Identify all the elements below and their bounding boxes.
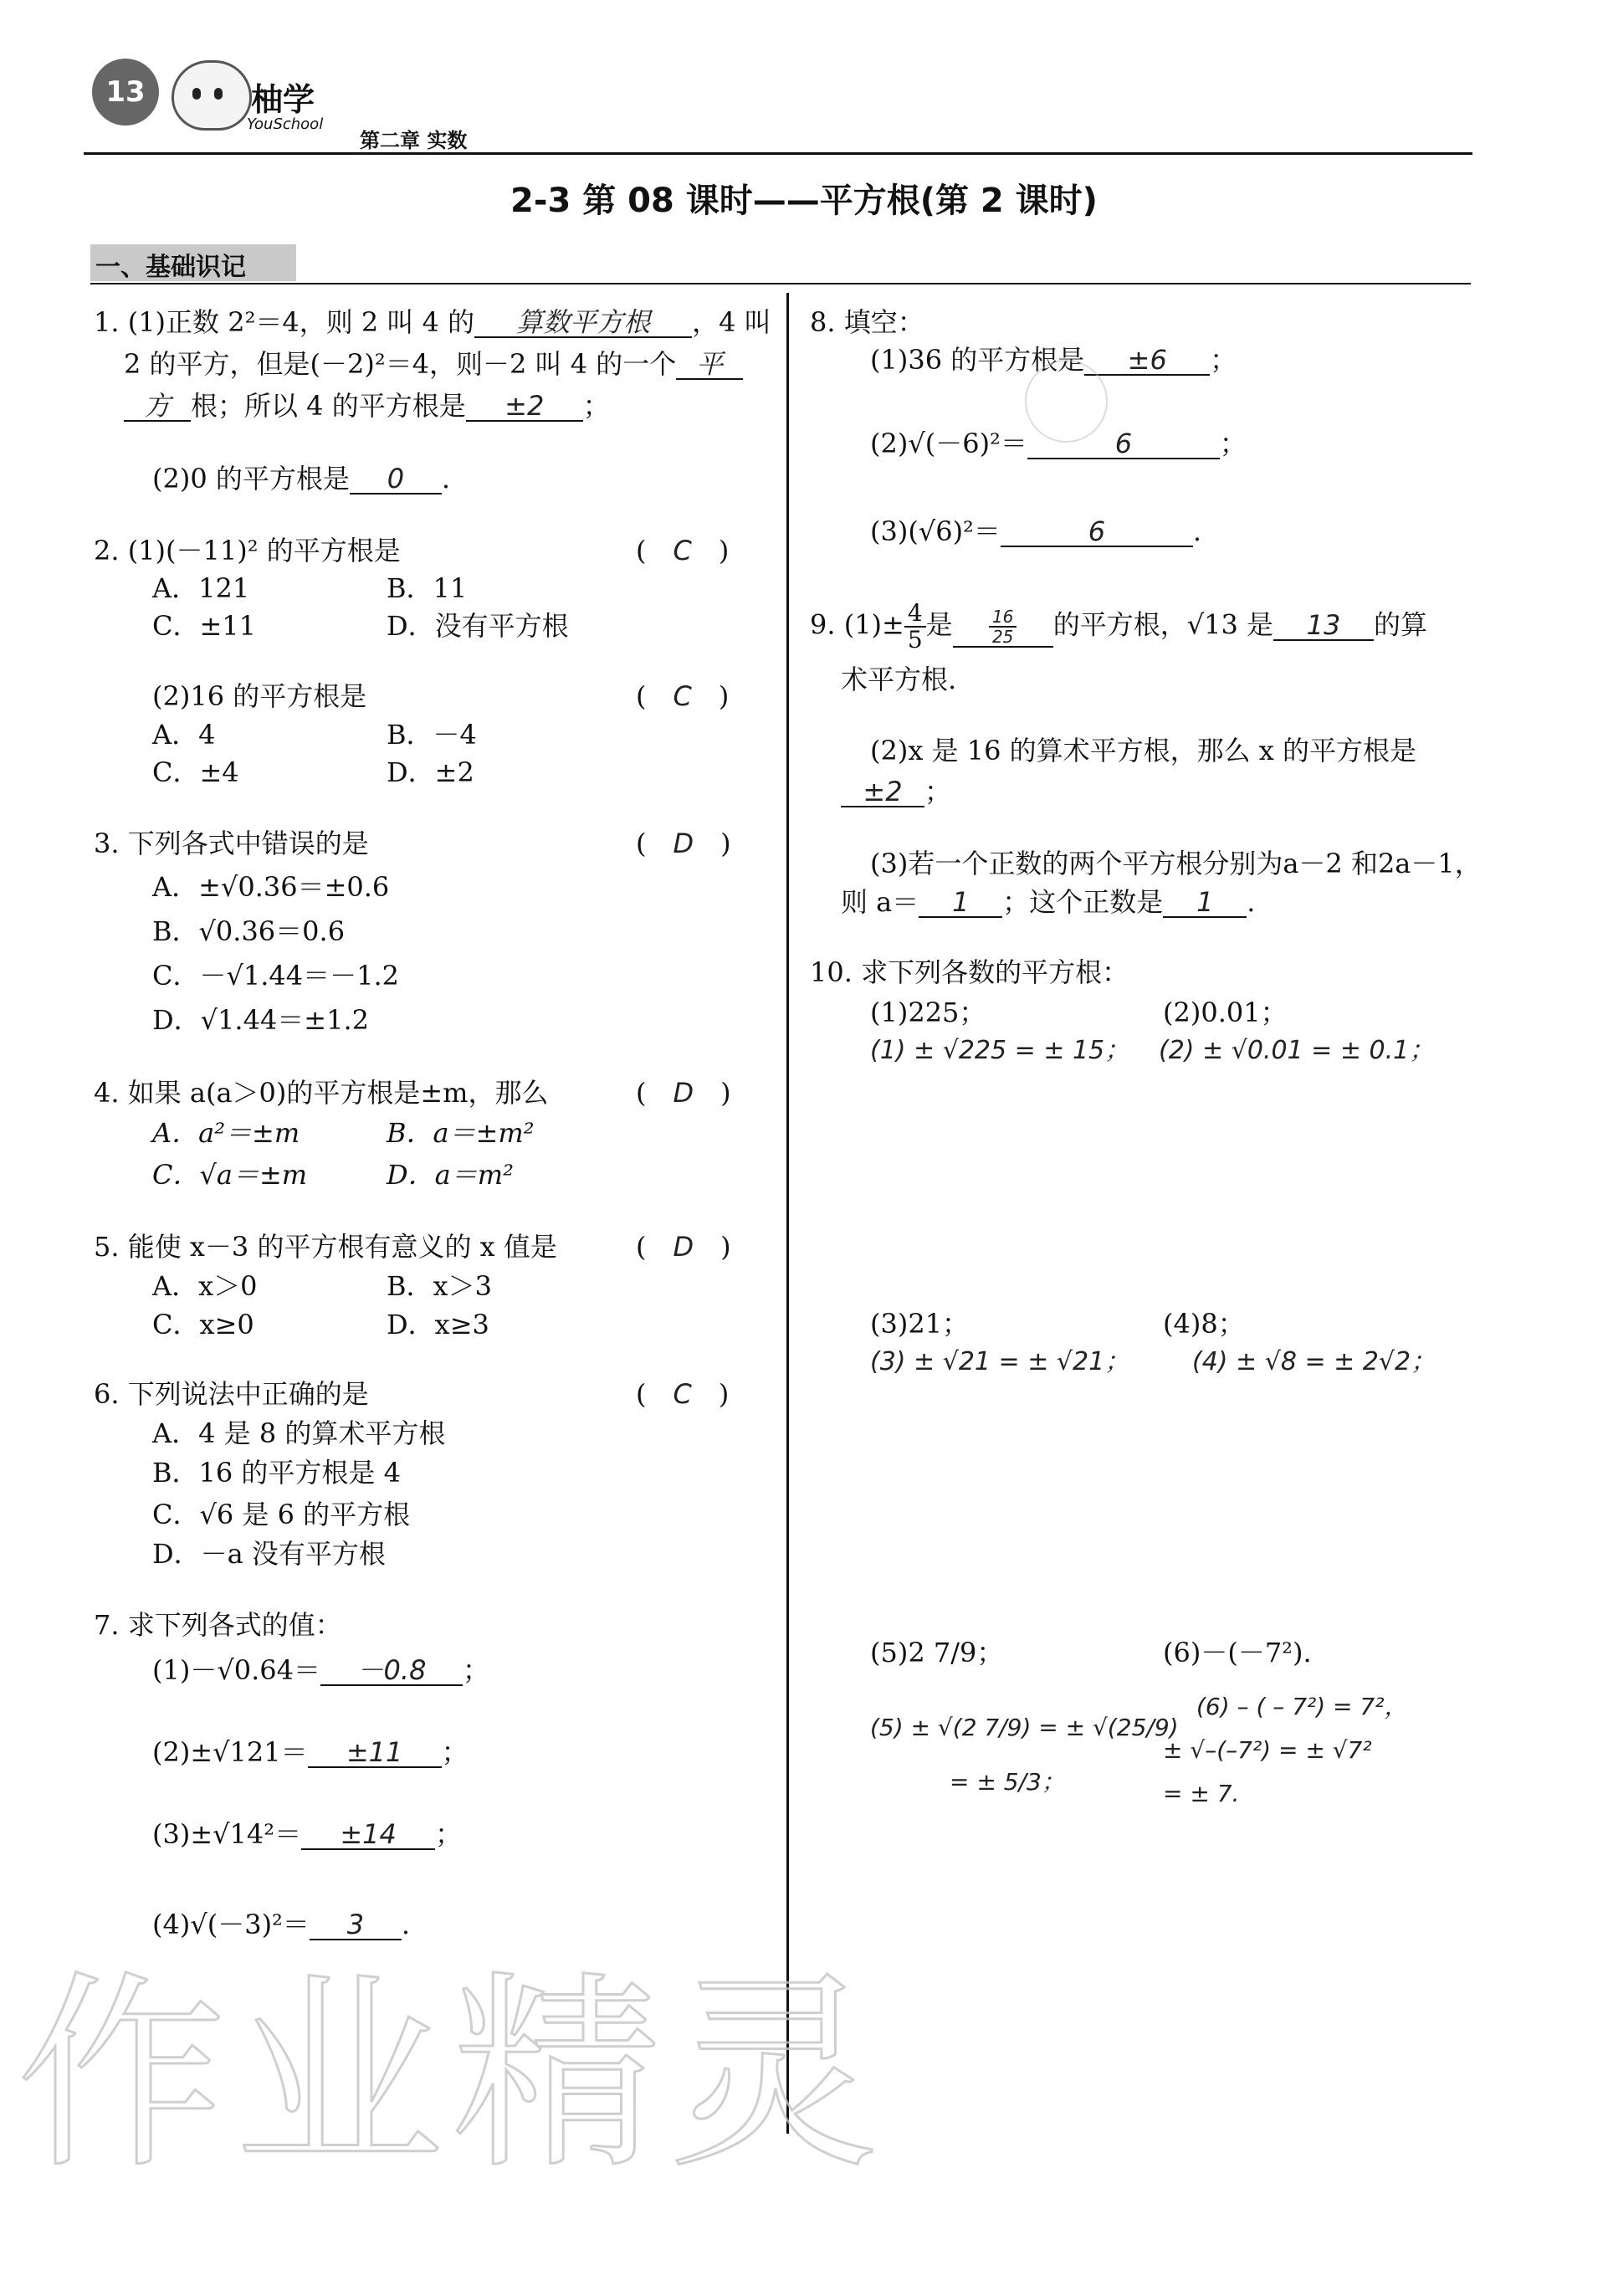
q9-part2-blank: ±2 ； [841, 775, 951, 808]
q10-item6: (6)－(－7²). [1163, 1637, 1312, 1668]
q10-sol5b: = ± 5/3； [950, 1768, 1065, 1796]
q8-part1: (1)36 的平方根是 ±6 ； [870, 344, 1237, 376]
q7-part4: (4)√(－3)²＝ 3 . [152, 1909, 411, 1940]
q10-item3: (3)21； [870, 1308, 970, 1340]
q8-part2: (2)√(－6)²＝ 6 ； [870, 428, 1247, 459]
q2-choice-a: A．121 [152, 572, 250, 604]
q10-item4: (4)8； [1163, 1308, 1245, 1340]
q10-sol5a: (5) ± √(2 7/9) = ± √(25/9) [870, 1714, 1179, 1741]
q9-part3: (3)若一个正数的两个平方根分别为a－2 和2a－1， [870, 848, 1482, 879]
q3-answer: ( D ) [636, 828, 731, 859]
q2-choice2-b: B．－4 [387, 719, 477, 751]
q2-choice-c: C．±11 [152, 610, 257, 642]
brand-subtitle: YouSchool [247, 115, 324, 133]
q5-answer: ( D ) [636, 1231, 731, 1263]
q7-part2: (2)±√121＝ ±11 ； [152, 1736, 469, 1768]
mascot-icon [172, 60, 252, 131]
q7-part3: (3)±√14²＝ ±14 ； [152, 1818, 463, 1850]
q4-choice-c: C．√a＝±m [152, 1159, 308, 1191]
q1-part2: (2)0 的平方根是 0 . [152, 463, 451, 495]
q4-answer: ( D ) [636, 1077, 731, 1109]
q10-item2: (2)0.01； [1163, 997, 1288, 1028]
q3-choice-b: B．√0.36＝0.6 [152, 915, 346, 947]
watermark: 作业精灵 [17, 1953, 887, 2196]
q4-stem: 4. 如果 a(a＞0)的平方根是±m，那么 [94, 1077, 549, 1109]
q2-stem: 2. (1)(－11)² 的平方根是 [94, 535, 401, 566]
q5-choice-b: B．x＞3 [387, 1270, 492, 1302]
q5-stem: 5. 能使 x－3 的平方根有意义的 x 值是 [94, 1231, 557, 1263]
q7-part1: (1)－√0.64＝ －0.8 ； [152, 1654, 489, 1686]
q1-blank3: ±2 [466, 392, 583, 422]
q3-choice-a: A．±√0.36＝±0.6 [152, 871, 390, 903]
q10-sol4: (4) ± √8 = ± 2√2； [1192, 1347, 1436, 1376]
q10-sol2: (2) ± √0.01 = ± 0.1； [1159, 1036, 1435, 1065]
q4-choice-b: B．a＝±m² [387, 1117, 535, 1149]
q2-choice2-c: C．±4 [152, 756, 239, 788]
q2-stem2: (2)16 的平方根是 [152, 680, 367, 712]
q9-line1: 9. (1)± $\frac{4}{5}$ 是 $\frac{16}{25}$ 的平方根，√13 是 13 的算 [810, 599, 1427, 653]
q6-stem: 6. 下列说法中正确的是 [94, 1378, 369, 1410]
q5-choice-a: A．x＞0 [152, 1270, 258, 1302]
q9-line2: 术平方根. [841, 664, 957, 695]
q6-choice-b: B．16 的平方根是 4 [152, 1457, 401, 1489]
q6-choice-d: D．－a 没有平方根 [152, 1538, 386, 1570]
q2-answer: ( C ) [636, 535, 730, 566]
q1-line3: 方 根；所以 4 的平方根是 ±2 ； [124, 389, 610, 423]
column-divider [786, 293, 789, 2134]
q6-answer: ( C ) [636, 1378, 730, 1410]
section-rule [90, 283, 1471, 284]
q4-choice-d: D．a＝m² [387, 1159, 514, 1191]
q6-choice-c: C．√6 是 6 的平方根 [152, 1499, 411, 1530]
q1-line1: 1. (1)正数 2²＝4，则 2 叫 4 的 算数平方根 ，4 叫 [94, 306, 771, 338]
q2-choice2-a: A．4 [152, 719, 216, 751]
q5-choice-c: C．x≥0 [152, 1309, 254, 1340]
q10-item5: (5)2 7/9； [870, 1637, 1004, 1668]
q1-blank4: 0 [350, 464, 442, 495]
q3-choice-c: C．－√1.44＝－1.2 [152, 960, 400, 992]
header-rule [84, 152, 1472, 155]
q2-choice-b: B．11 [387, 572, 468, 604]
q5-choice-d: D．x≥3 [387, 1309, 489, 1340]
q8-stem: 8. 填空： [810, 306, 924, 338]
q10-sol6c: = ± 7. [1163, 1780, 1240, 1807]
stamp-icon [1025, 360, 1108, 443]
q2-answer2: ( C ) [636, 680, 730, 712]
q6-choice-a: A．4 是 8 的算术平方根 [152, 1417, 446, 1449]
brand-logo: 柚学 [251, 81, 315, 118]
q9-part2: (2)x 是 16 的算术平方根，那么 x 的平方根是 [870, 735, 1417, 766]
q1-blank1: 算数平方根 [474, 308, 692, 338]
header [84, 50, 1472, 159]
q1-blank2b: 方 [124, 392, 191, 422]
q8-part3: (3)(√6)²＝ 6 . [870, 515, 1202, 547]
page-title: 2-3 第 08 课时——平方根(第 2 课时) [510, 182, 1098, 220]
q10-stem: 10. 求下列各数的平方根： [810, 956, 1129, 988]
q10-sol6b: ± √–(–7²) = ± √7² [1163, 1736, 1372, 1764]
q9-part3b: 则 a＝ 1 ；这个正数是 1 . [841, 886, 1256, 918]
q3-choice-d: D．√1.44＝±1.2 [152, 1004, 370, 1036]
q1-blank2a: 平 [676, 350, 743, 380]
q4-choice-a: A．a²＝±m [152, 1117, 300, 1149]
page-number-badge [92, 59, 159, 126]
q2-choice2-d: D．±2 [387, 756, 474, 788]
q10-sol1: (1) ± √225 = ± 15； [870, 1036, 1130, 1065]
section-label: 一、基础识记 [90, 244, 296, 281]
q10-sol3: (3) ± √21 = ± √21； [870, 1347, 1130, 1376]
q10-item1: (1)225； [870, 997, 986, 1028]
q7-stem: 7. 求下列各式的值： [94, 1609, 342, 1641]
chapter-label: 第二章 实数 [360, 129, 468, 152]
q10-sol6a: (6) – ( – 7²) = 7²， [1196, 1693, 1408, 1720]
q3-stem: 3. 下列各式中错误的是 [94, 828, 369, 859]
page-number: 13 [105, 75, 146, 109]
q2-choice-d: D．没有平方根 [387, 610, 569, 642]
q1-line2: 2 的平方，但是(－2)²＝4，则－2 叫 4 的一个 平 [124, 347, 743, 381]
